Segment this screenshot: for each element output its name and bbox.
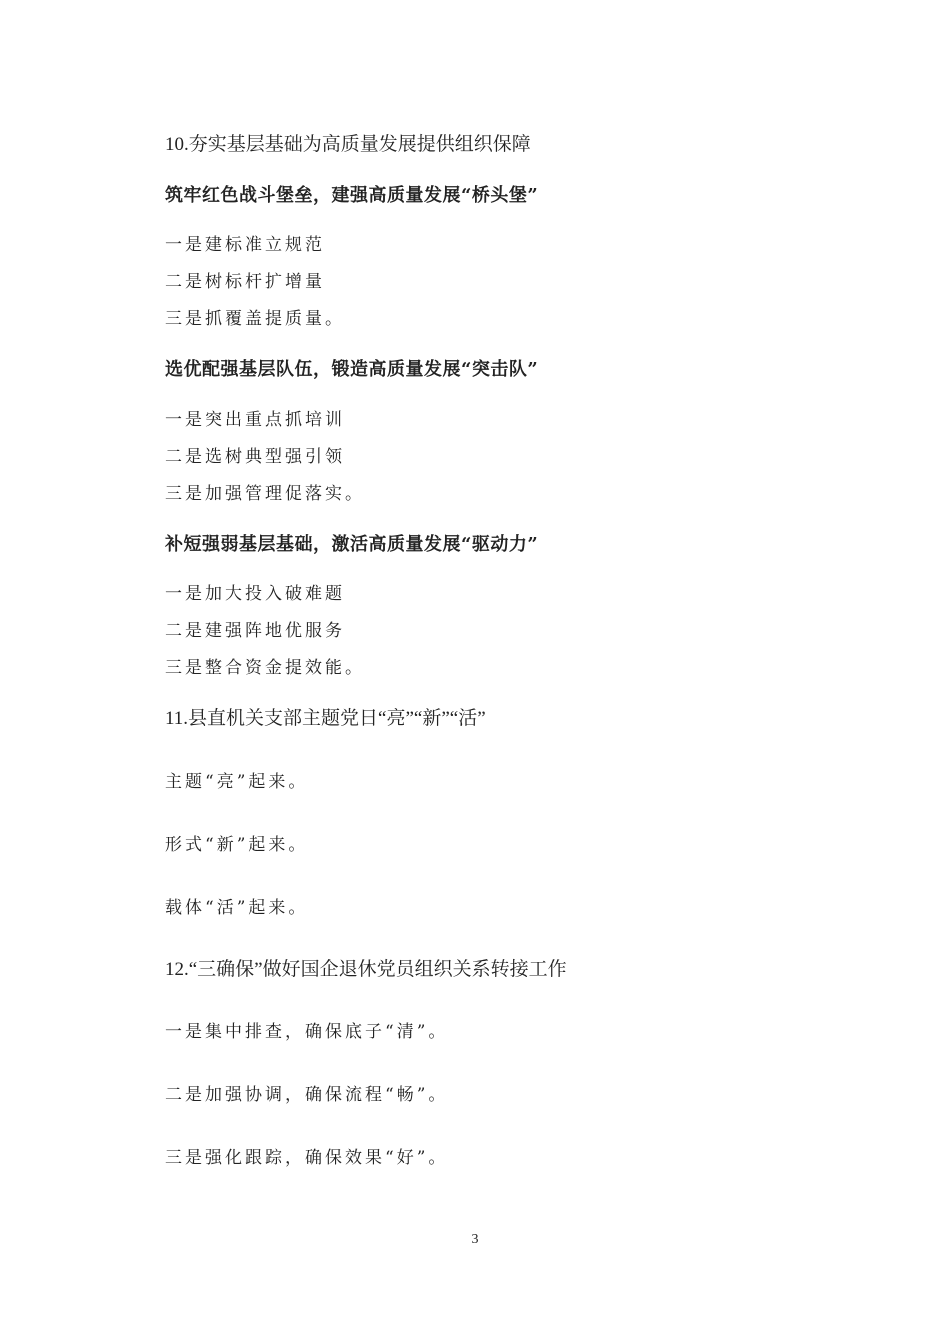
section-12-title: 12.“三确保”做好国企退休党员组织关系转接工作 [165,959,567,980]
list-item: 形式“新”起来。 [165,835,309,855]
list-item: 载体“活”起来。 [165,898,309,918]
list-item: 三是整合资金提效能。 [165,658,365,678]
list-item: 二是选树典型强引领 [165,447,345,467]
list-item: 三是抓覆盖提质量。 [165,309,345,329]
section-11-title: 11.县直机关支部主题党日“亮”“新”“活” [165,708,486,729]
list-item: 三是加强管理促落实。 [165,484,365,504]
page-number: 3 [471,1232,479,1247]
list-item: 三是强化跟踪，确保效果“好”。 [165,1148,449,1168]
subsection-heading-2: 选优配强基层队伍，锻造高质量发展“突击队” [165,359,539,380]
list-item: 二是建强阵地优服务 [165,621,345,641]
list-item: 一是加大投入破难题 [165,584,345,604]
list-item: 主题“亮”起来。 [165,772,309,792]
subsection-heading-1: 筑牢红色战斗堡垒，建强高质量发展“桥头堡” [165,185,539,206]
subsection-heading-3: 补短强弱基层基础，激活高质量发展“驱动力” [165,534,539,555]
list-item: 一是建标准立规范 [165,235,325,255]
list-item: 一是突出重点抓培训 [165,410,345,430]
list-item: 二是树标杆扩增量 [165,272,325,292]
list-item: 一是集中排查，确保底子“清”。 [165,1022,449,1042]
list-item: 二是加强协调，确保流程“畅”。 [165,1085,449,1105]
section-10-title: 10.夯实基层基础为高质量发展提供组织保障 [165,134,531,155]
